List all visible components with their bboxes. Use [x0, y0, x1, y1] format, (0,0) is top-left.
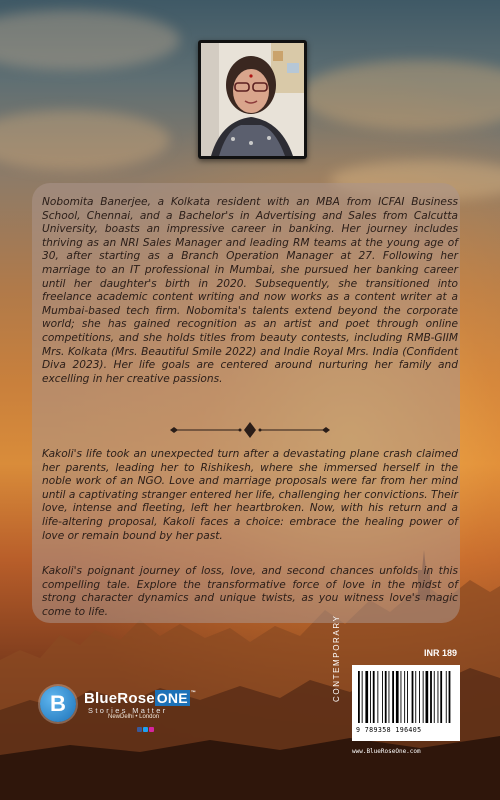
logo-letter: B	[50, 691, 66, 716]
cloud	[0, 10, 180, 70]
trademark: ™	[190, 690, 196, 696]
twitter-icon	[143, 727, 148, 732]
author-portrait	[201, 43, 304, 156]
barcode-bar	[434, 671, 435, 723]
barcode-bar	[385, 671, 387, 723]
social-icons	[137, 727, 155, 733]
barcode-bar	[377, 671, 378, 723]
barcode-bar	[415, 671, 416, 723]
barcode-bar	[362, 671, 363, 723]
cloud	[0, 110, 170, 170]
barcode-bar	[392, 671, 394, 723]
price-label: INR 189	[424, 648, 458, 658]
barcode-bar	[412, 671, 414, 723]
barcode-bar	[440, 671, 442, 723]
barcode-bar	[370, 671, 371, 723]
barcode-bar	[419, 671, 420, 723]
barcode-bar	[401, 671, 402, 723]
barcode-bar	[446, 671, 447, 723]
author-bio: Nobomita Banerjee, a Kolkata resident with an MBA from ICFAI Business School, Chennai, and a Bachelor's in Advertising and Sales from Calcutta University, boasts an impressive career in banking. Her journey includes thriving as an NRI Sales Manager and leading RM teams at the young age of 30, after starting as a Branch Operation Manager at 27. Following her marriage to an IT professional in Mumbai, she pursued her banking career until her daughter's birth in 2020. Subsequently, she transitioned into freelance academic content writing and now works as a content writer at a Mumbai-based tech firm. Nobomita's talents extend beyond the corporate world; she has gained recognition as an artist and poet through online competitions, and she holds titles from beauty contests, including RMB-GIIM Mrs. Kolkata (Mrs. Beautiful Smile 2022) and Indie Royal Mrs. India (Confident Diva 2023). Her life goals are centered around nurturing her family and excelling in her creative passions.	[42, 196, 458, 385]
barcode-bar	[404, 671, 405, 723]
barcode-bar	[426, 671, 429, 723]
instagram-icon	[149, 727, 154, 732]
barcode-bar	[365, 671, 368, 723]
blurb-paragraph: Kakoli's life took an unexpected turn after a devastating plane crash claimed her parents, leading her to Rishikesh, where she immersed herself in the noble work of an NGO. Love and marriage proposals were far from her mind until a captivating stranger entered her life, challenging her convictions. Their love, intense and fleeting, left her heartbroken. Now, with his return and a life-altering proposal, Kakoli faces a choice: embrace the healing power of love or remain bound by her past.	[42, 448, 458, 542]
barcode-bar	[382, 671, 383, 723]
genre-label: CONTEMPORARY	[332, 614, 341, 702]
publisher-location: NewDelhi • London	[108, 714, 160, 720]
author-photo-frame	[198, 40, 307, 159]
barcode-bar	[438, 671, 439, 723]
barcode-bar	[430, 671, 432, 723]
isbn-number: 9 789358 196405	[356, 726, 422, 734]
cloud	[300, 60, 500, 130]
publisher-name	[84, 690, 196, 707]
barcode-bar	[407, 671, 408, 723]
publisher-name-accent: ONE	[156, 690, 188, 706]
ornament-divider-icon	[170, 421, 330, 439]
barcode-bar	[373, 671, 375, 723]
author-portrait-image	[201, 43, 304, 156]
barcode-bar	[389, 671, 390, 723]
publisher-website: www.BlueRoseOne.com	[352, 748, 421, 755]
blurb-paragraph: Kakoli's poignant journey of loss, love, and second chances unfolds in this compelling tale. Explore the transformative force of love in the midst of strong character dynamics and unique twists, as you witness love's magic come to life.	[42, 565, 458, 618]
facebook-icon	[137, 727, 142, 732]
barcode-bar	[358, 671, 360, 723]
barcode-bar	[449, 671, 451, 723]
barcode-bar	[423, 671, 424, 723]
bluerose-logo-icon	[40, 686, 76, 722]
publisher-name-main: BlueRose	[84, 690, 155, 707]
barcode-bar	[396, 671, 399, 723]
publisher-tagline: Stories Matter	[88, 706, 168, 715]
